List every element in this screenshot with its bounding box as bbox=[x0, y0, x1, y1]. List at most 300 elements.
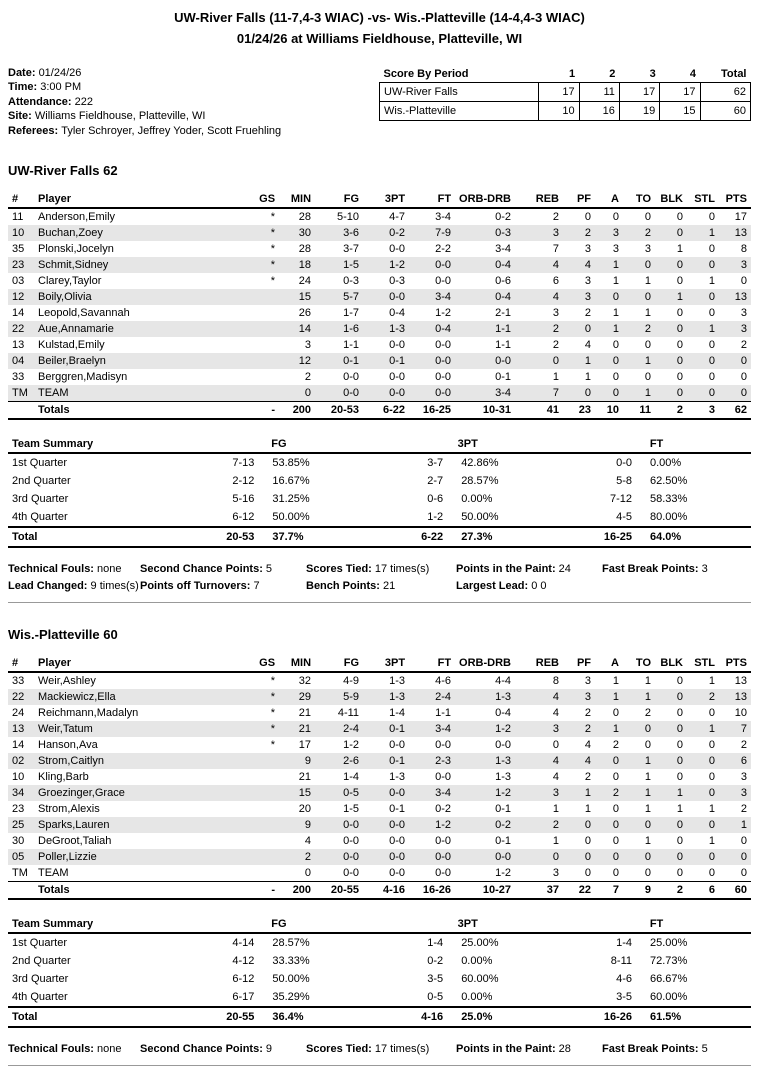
cell: 0 bbox=[708, 738, 715, 751]
cell: 4-6 bbox=[435, 674, 452, 687]
cell: MIN bbox=[279, 655, 315, 672]
cell: Buchan,Zoey bbox=[38, 226, 103, 239]
cell: 1 bbox=[676, 786, 683, 799]
cell: Weir,Ashley bbox=[38, 674, 96, 687]
stat-label: Lead Changed: bbox=[8, 579, 91, 592]
cell: 2 bbox=[655, 881, 687, 899]
cell: 3-6 bbox=[343, 226, 360, 239]
table-row bbox=[8, 849, 751, 865]
cell bbox=[251, 769, 279, 785]
cell: 3 bbox=[740, 258, 747, 271]
cell: 3 bbox=[740, 786, 747, 799]
cell: 1 bbox=[644, 770, 651, 783]
stat-label: Points in the Paint: bbox=[456, 1042, 559, 1055]
cell: 0 bbox=[612, 850, 619, 863]
cell: 5-16 bbox=[232, 492, 255, 505]
cell: ORB-DRB bbox=[455, 655, 523, 672]
cell: 4 bbox=[304, 834, 312, 847]
stat-label: Attendance: bbox=[8, 95, 75, 108]
cell: 3 bbox=[584, 242, 591, 255]
cell: 0 bbox=[644, 338, 651, 351]
cell: 1 bbox=[612, 674, 619, 687]
cell: 0-0 bbox=[616, 456, 632, 469]
cell: Totals bbox=[34, 401, 251, 419]
cell: 1 bbox=[552, 834, 559, 847]
cell: 1-2 bbox=[495, 722, 511, 735]
cell: 1 bbox=[676, 802, 683, 815]
stat-pair bbox=[140, 1041, 306, 1058]
cell: 0 bbox=[676, 738, 683, 751]
cell: 0 bbox=[584, 850, 591, 863]
cell: BLK bbox=[655, 655, 687, 672]
cell: GS bbox=[251, 655, 279, 672]
cell: Weir,Tatum bbox=[38, 722, 93, 735]
stat-pair bbox=[456, 1041, 602, 1058]
cell: 2-7 bbox=[427, 474, 444, 487]
cell: 0 bbox=[612, 370, 619, 383]
cell: * bbox=[270, 722, 276, 735]
box-header-row bbox=[8, 655, 751, 672]
cell: 4-9 bbox=[343, 674, 360, 687]
cell: 3 bbox=[740, 306, 747, 319]
cell: 0 bbox=[612, 386, 619, 399]
cell: 3 bbox=[584, 690, 591, 703]
cell: 1 bbox=[708, 322, 715, 335]
cell: 2 bbox=[644, 226, 651, 239]
cell: 0 bbox=[676, 338, 683, 351]
cell: 1 bbox=[644, 834, 651, 847]
cell: 29 bbox=[298, 690, 312, 703]
cell: 0 bbox=[612, 866, 619, 879]
cell: 0-0 bbox=[435, 834, 452, 847]
cell bbox=[8, 401, 34, 419]
cell: TO bbox=[623, 191, 655, 208]
cell: 0 bbox=[552, 738, 559, 751]
cell: 3 bbox=[552, 226, 559, 239]
cell: 37.7% bbox=[258, 527, 373, 547]
table-row bbox=[8, 988, 751, 1007]
cell: 0-0 bbox=[389, 834, 406, 847]
stat-pair bbox=[8, 1041, 140, 1058]
cell: 0-0 bbox=[389, 370, 406, 383]
cell: 1-3 bbox=[495, 754, 511, 767]
cell: 0 bbox=[584, 386, 591, 399]
cell: 10 bbox=[12, 770, 25, 783]
cell: 2 bbox=[612, 786, 619, 799]
cell: 0 bbox=[708, 354, 715, 367]
cell: 18 bbox=[298, 258, 312, 271]
stat-pair bbox=[602, 561, 708, 578]
cell: Kling,Barb bbox=[38, 770, 89, 783]
cell: 0-0 bbox=[343, 834, 360, 847]
summary-header-fg: FG bbox=[185, 916, 374, 933]
summary-header-label: Team Summary bbox=[8, 916, 185, 933]
cell: 2-3 bbox=[435, 754, 452, 767]
summary-header-ft: FT bbox=[562, 916, 751, 933]
cell: 0 bbox=[676, 258, 683, 271]
stat-value: 3 bbox=[701, 562, 708, 575]
cell: 1 bbox=[612, 322, 619, 335]
stat-value: 222 bbox=[74, 95, 93, 108]
cell: 25.0% bbox=[447, 1007, 562, 1027]
cell: 24 bbox=[12, 706, 25, 719]
cell: 10 bbox=[539, 101, 579, 120]
cell: 0 bbox=[676, 690, 683, 703]
cell: 2-6 bbox=[343, 754, 360, 767]
cell: 13 bbox=[734, 226, 747, 239]
cell: 0-6 bbox=[495, 274, 511, 287]
cell: 0-0 bbox=[435, 370, 452, 383]
cell: 0-0 bbox=[435, 386, 452, 399]
cell: 3 bbox=[552, 722, 559, 735]
cell: 0 bbox=[708, 770, 715, 783]
cell: 2 bbox=[552, 338, 559, 351]
cell: 2 bbox=[552, 210, 559, 223]
cell bbox=[251, 353, 279, 369]
cell: 0-0 bbox=[389, 818, 406, 831]
cell: 0-0 bbox=[435, 354, 452, 367]
cell: 14 bbox=[12, 738, 25, 751]
cell: 20 bbox=[298, 802, 312, 815]
cell: 7-12 bbox=[609, 492, 632, 505]
cell: 16-26 bbox=[562, 1007, 636, 1027]
cell: 4-6 bbox=[616, 972, 632, 985]
cell: 1-2 bbox=[435, 818, 452, 831]
cell: 0 bbox=[708, 850, 715, 863]
table-row bbox=[8, 689, 751, 705]
cell: 0 bbox=[612, 354, 619, 367]
stat-value: 5 bbox=[265, 562, 273, 575]
cell: 17 bbox=[298, 738, 312, 751]
cell: 0 bbox=[584, 834, 591, 847]
cell: 1 bbox=[612, 274, 619, 287]
cell: 7 bbox=[552, 242, 559, 255]
cell: # bbox=[8, 655, 34, 672]
cell: 0-1 bbox=[343, 354, 360, 367]
game-info bbox=[8, 64, 379, 139]
cell: 2 bbox=[579, 66, 619, 83]
cell: 16-25 bbox=[409, 401, 455, 419]
cell: 0 bbox=[612, 754, 619, 767]
stat-label: Technical Fouls: bbox=[8, 1042, 98, 1055]
cell: 0 bbox=[644, 258, 651, 271]
cell: 16 bbox=[579, 101, 619, 120]
cell: 3PT bbox=[363, 191, 409, 208]
stat-label: Date: bbox=[8, 66, 39, 79]
stat-pair bbox=[306, 1041, 456, 1058]
stat-value: 17 times(s) bbox=[374, 1042, 430, 1055]
cell: 0-4 bbox=[389, 306, 406, 319]
cell: PF bbox=[563, 191, 595, 208]
notes-line bbox=[8, 578, 751, 595]
table-row bbox=[8, 225, 751, 241]
cell: 80.00% bbox=[636, 508, 751, 527]
table-row bbox=[8, 337, 751, 353]
cell: 3 bbox=[584, 674, 591, 687]
cell bbox=[251, 305, 279, 321]
cell: 2 bbox=[740, 338, 747, 351]
table-row bbox=[8, 769, 751, 785]
cell: 60.00% bbox=[461, 972, 499, 985]
cell: 64.0% bbox=[636, 527, 751, 547]
cell: 13 bbox=[12, 338, 25, 351]
cell: Strom,Alexis bbox=[38, 802, 100, 815]
cell: 50.00% bbox=[258, 508, 373, 527]
team-summary-table-home bbox=[8, 436, 751, 548]
cell: 2 bbox=[584, 722, 591, 735]
cell: * bbox=[270, 690, 276, 703]
cell: 28.57% bbox=[272, 936, 310, 949]
cell: 0 bbox=[584, 818, 591, 831]
cell: 1 bbox=[584, 370, 591, 383]
cell: 2-2 bbox=[435, 242, 452, 255]
cell: 4 bbox=[584, 754, 591, 767]
cell: 0-2 bbox=[495, 210, 511, 223]
cell: 1-2 bbox=[389, 258, 406, 271]
cell: Kulstad,Emily bbox=[38, 338, 105, 351]
cell: 62 bbox=[700, 82, 750, 101]
game-header-section bbox=[8, 64, 751, 139]
cell: 28 bbox=[298, 242, 312, 255]
cell: 0-2 bbox=[495, 818, 511, 831]
cell: 3-5 bbox=[427, 972, 444, 985]
summary-rows-home bbox=[8, 453, 751, 527]
cell: 0 bbox=[676, 866, 683, 879]
stat-value: 9 times(s) bbox=[90, 579, 139, 592]
cell: 15 bbox=[660, 101, 700, 120]
summary-header-row bbox=[8, 916, 751, 933]
cell: 2 bbox=[584, 770, 591, 783]
table-row bbox=[8, 257, 751, 273]
cell: Poller,Lizzie bbox=[38, 850, 97, 863]
cell: MIN bbox=[279, 191, 315, 208]
cell: 23 bbox=[12, 258, 25, 271]
box-header-row bbox=[8, 191, 751, 208]
cell: 13 bbox=[734, 290, 747, 303]
cell: 1 bbox=[552, 802, 559, 815]
summary-header-3pt: 3PT bbox=[373, 436, 562, 453]
stat-label: Fast Break Points: bbox=[602, 562, 702, 575]
cell: 1-7 bbox=[343, 306, 360, 319]
cell: * bbox=[270, 274, 276, 287]
cell: Score By Period bbox=[380, 66, 539, 83]
cell: 34 bbox=[12, 786, 25, 799]
cell: 1-1 bbox=[495, 338, 511, 351]
cell: 3-4 bbox=[495, 242, 511, 255]
cell: 0 bbox=[552, 354, 559, 367]
cell: 22 bbox=[12, 322, 25, 335]
cell: 0 bbox=[740, 354, 747, 367]
cell: 1-2 bbox=[435, 306, 452, 319]
cell: 4-14 bbox=[232, 936, 255, 949]
cell: 25.00% bbox=[650, 936, 688, 949]
stat-value: 3:00 PM bbox=[40, 81, 82, 94]
cell: 41 bbox=[523, 401, 563, 419]
cell: 2 bbox=[612, 738, 619, 751]
cell: 19 bbox=[619, 101, 659, 120]
cell: Totals bbox=[34, 881, 251, 899]
cell: 0-0 bbox=[435, 866, 452, 879]
cell: 0-1 bbox=[389, 802, 406, 815]
stat-value: 21 bbox=[383, 579, 396, 592]
cell: 2 bbox=[304, 370, 312, 383]
cell: 26 bbox=[298, 306, 312, 319]
cell: FG bbox=[315, 191, 363, 208]
cell: 6-12 bbox=[185, 508, 259, 527]
cell: 60.00% bbox=[636, 988, 751, 1007]
cell: 10 bbox=[734, 706, 747, 719]
cell: 0 bbox=[676, 274, 683, 287]
cell: 0 bbox=[676, 818, 683, 831]
cell: 4 bbox=[584, 338, 591, 351]
totals-row-away bbox=[8, 881, 751, 899]
stat-value: 5 bbox=[701, 1042, 708, 1055]
cell: 16-26 bbox=[409, 881, 455, 899]
stat-label: Scores Tied: bbox=[306, 1042, 375, 1055]
cell: 3 bbox=[619, 66, 659, 83]
cell: 0-6 bbox=[427, 492, 444, 505]
cell: 1-3 bbox=[389, 770, 406, 783]
cell: 200 bbox=[279, 401, 315, 419]
cell: 3 bbox=[584, 290, 591, 303]
cell: 0 bbox=[708, 818, 715, 831]
cell: 0 bbox=[676, 850, 683, 863]
cell: 0 bbox=[740, 370, 747, 383]
cell: 4-12 bbox=[232, 954, 255, 967]
cell: 20-53 bbox=[185, 527, 259, 547]
cell: 0 bbox=[644, 370, 651, 383]
cell: 3rd Quarter bbox=[12, 492, 69, 505]
player-rows-away bbox=[8, 672, 751, 882]
game-notes-home bbox=[8, 561, 751, 603]
table-row bbox=[8, 817, 751, 833]
cell: 0 bbox=[304, 386, 312, 399]
cell: 0-1 bbox=[495, 802, 511, 815]
cell: 4 bbox=[584, 738, 591, 751]
summary-header-label: Team Summary bbox=[8, 436, 185, 453]
stat-label: Time: bbox=[8, 81, 41, 94]
cell: 3rd Quarter bbox=[12, 972, 69, 985]
cell: 1 bbox=[644, 786, 651, 799]
cell: UW-River Falls bbox=[380, 82, 539, 101]
cell: 10 bbox=[12, 226, 25, 239]
cell: 1-3 bbox=[389, 322, 406, 335]
stat-value: 17 times(s) bbox=[374, 562, 430, 575]
cell: 1 bbox=[612, 306, 619, 319]
cell: 1 bbox=[644, 386, 651, 399]
cell: Reichmann,Madalyn bbox=[38, 706, 139, 719]
cell: Player bbox=[34, 655, 251, 672]
cell: 11 bbox=[12, 210, 24, 223]
cell: 0.00% bbox=[461, 492, 493, 505]
cell: 0 bbox=[644, 738, 651, 751]
cell: 0 bbox=[708, 706, 715, 719]
cell: 02 bbox=[12, 754, 25, 767]
cell: 17 bbox=[539, 82, 579, 101]
table-row bbox=[8, 933, 751, 952]
cell: 0 bbox=[740, 850, 747, 863]
cell: 17 bbox=[619, 82, 659, 101]
stat-pair bbox=[8, 80, 379, 95]
cell: 10-27 bbox=[455, 881, 523, 899]
cell: 36.4% bbox=[258, 1007, 373, 1027]
cell: 0-2 bbox=[435, 802, 452, 815]
cell: 0-0 bbox=[343, 850, 360, 863]
cell: 60 bbox=[719, 881, 751, 899]
cell: * bbox=[270, 210, 276, 223]
cell: GS bbox=[251, 191, 279, 208]
cell: 0-0 bbox=[389, 242, 406, 255]
cell: REB bbox=[523, 191, 563, 208]
table-row bbox=[8, 369, 751, 385]
cell: 0 bbox=[612, 834, 619, 847]
cell: 1-4 bbox=[343, 770, 360, 783]
summary-header-3pt: 3PT bbox=[373, 916, 562, 933]
cell: 6-22 bbox=[363, 401, 409, 419]
cell: 0-0 bbox=[389, 738, 406, 751]
cell: 0 bbox=[676, 674, 683, 687]
cell: 3-4 bbox=[435, 722, 452, 735]
cell: 1 bbox=[708, 274, 715, 287]
stat-value: 9 bbox=[265, 1042, 273, 1055]
cell: 0 bbox=[708, 258, 715, 271]
cell: 0-1 bbox=[495, 370, 511, 383]
table-row bbox=[380, 82, 751, 101]
cell bbox=[251, 865, 279, 882]
cell bbox=[251, 817, 279, 833]
cell: Wis.-Platteville bbox=[380, 101, 539, 120]
cell: 28.57% bbox=[461, 474, 499, 487]
notes-line bbox=[8, 1041, 751, 1058]
cell: 8 bbox=[552, 674, 559, 687]
cell: 7 bbox=[595, 881, 623, 899]
stat-pair bbox=[8, 95, 379, 110]
cell: 1st Quarter bbox=[12, 936, 68, 949]
cell: 3 bbox=[612, 226, 619, 239]
cell: 0-0 bbox=[389, 386, 406, 399]
cell: 0 bbox=[708, 290, 715, 303]
cell: Total bbox=[8, 1007, 185, 1027]
cell: 12 bbox=[12, 290, 25, 303]
cell: 0 bbox=[740, 866, 747, 879]
cell: 1-4 bbox=[616, 936, 632, 949]
team-heading-home: UW-River Falls 62 bbox=[8, 162, 118, 178]
cell: 15 bbox=[298, 290, 312, 303]
cell: 4 bbox=[660, 66, 700, 83]
cell: 9 bbox=[304, 818, 312, 831]
cell: 0 bbox=[708, 306, 715, 319]
cell: Beiler,Braelyn bbox=[38, 354, 106, 367]
cell: 27.3% bbox=[447, 527, 562, 547]
cell: 9 bbox=[304, 754, 312, 767]
table-row bbox=[8, 289, 751, 305]
stat-pair bbox=[8, 561, 140, 578]
cell: 2 bbox=[708, 690, 715, 703]
cell: 1 bbox=[708, 674, 715, 687]
table-row bbox=[8, 273, 751, 289]
cell: 32 bbox=[298, 674, 312, 687]
cell: 0 bbox=[612, 338, 619, 351]
cell: Total bbox=[8, 527, 185, 547]
cell: 0-1 bbox=[389, 722, 406, 735]
cell: 1-3 bbox=[495, 770, 511, 783]
cell: 1 bbox=[644, 802, 651, 815]
cell: 53.85% bbox=[272, 456, 310, 469]
cell: 0-0 bbox=[435, 258, 452, 271]
cell bbox=[8, 881, 34, 899]
cell: 17 bbox=[660, 82, 700, 101]
table-row bbox=[8, 865, 751, 882]
